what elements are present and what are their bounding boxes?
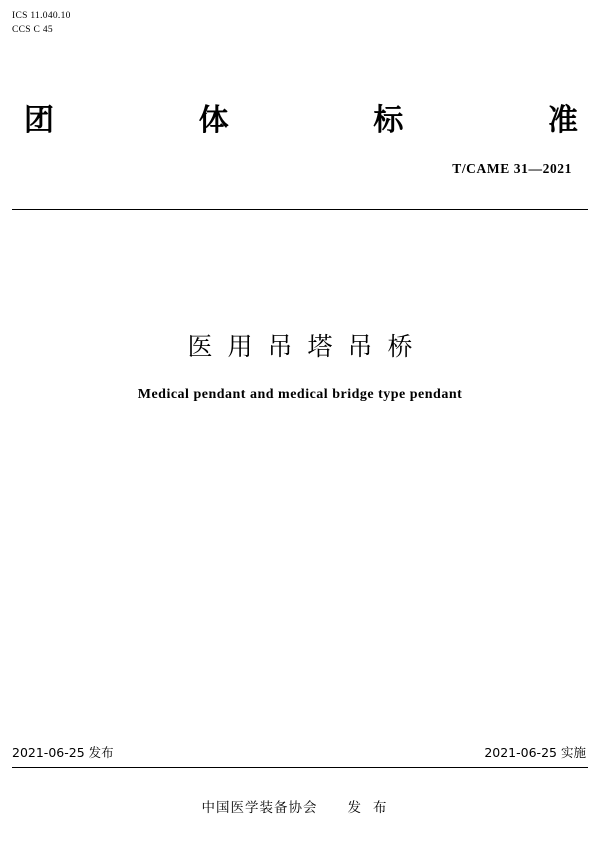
publisher-action: 发布 bbox=[347, 800, 399, 816]
ics-code: ICS 11.040.10 bbox=[12, 11, 71, 21]
implementation-label: 实施 bbox=[560, 745, 586, 760]
document-title-english: Medical pendant and medical bridge type pendant bbox=[137, 387, 463, 402]
standard-type-char: 团 bbox=[24, 103, 54, 138]
standard-type-char: 准 bbox=[547, 103, 578, 138]
implementation-date-line bbox=[484, 744, 586, 762]
release-date-line bbox=[12, 744, 114, 762]
implementation-date: 2021-06-25 bbox=[484, 745, 557, 760]
classification-codes bbox=[12, 9, 71, 37]
release-label: 发布 bbox=[88, 745, 114, 760]
ccs-code: CCS C 45 bbox=[12, 25, 53, 35]
standard-type-char: 体 bbox=[198, 103, 229, 138]
bottom-divider bbox=[12, 767, 588, 768]
document-title-chinese: 医用吊塔吊桥 bbox=[187, 332, 428, 361]
standard-type-heading bbox=[24, 97, 578, 145]
top-divider bbox=[12, 209, 588, 210]
publisher-name: 中国医学装备协会 bbox=[201, 800, 318, 816]
standard-type-char: 标 bbox=[373, 103, 404, 138]
standard-number: T/CAME 31—2021 bbox=[452, 161, 572, 176]
release-date: 2021-06-25 bbox=[12, 745, 85, 760]
publisher-line bbox=[0, 797, 600, 819]
